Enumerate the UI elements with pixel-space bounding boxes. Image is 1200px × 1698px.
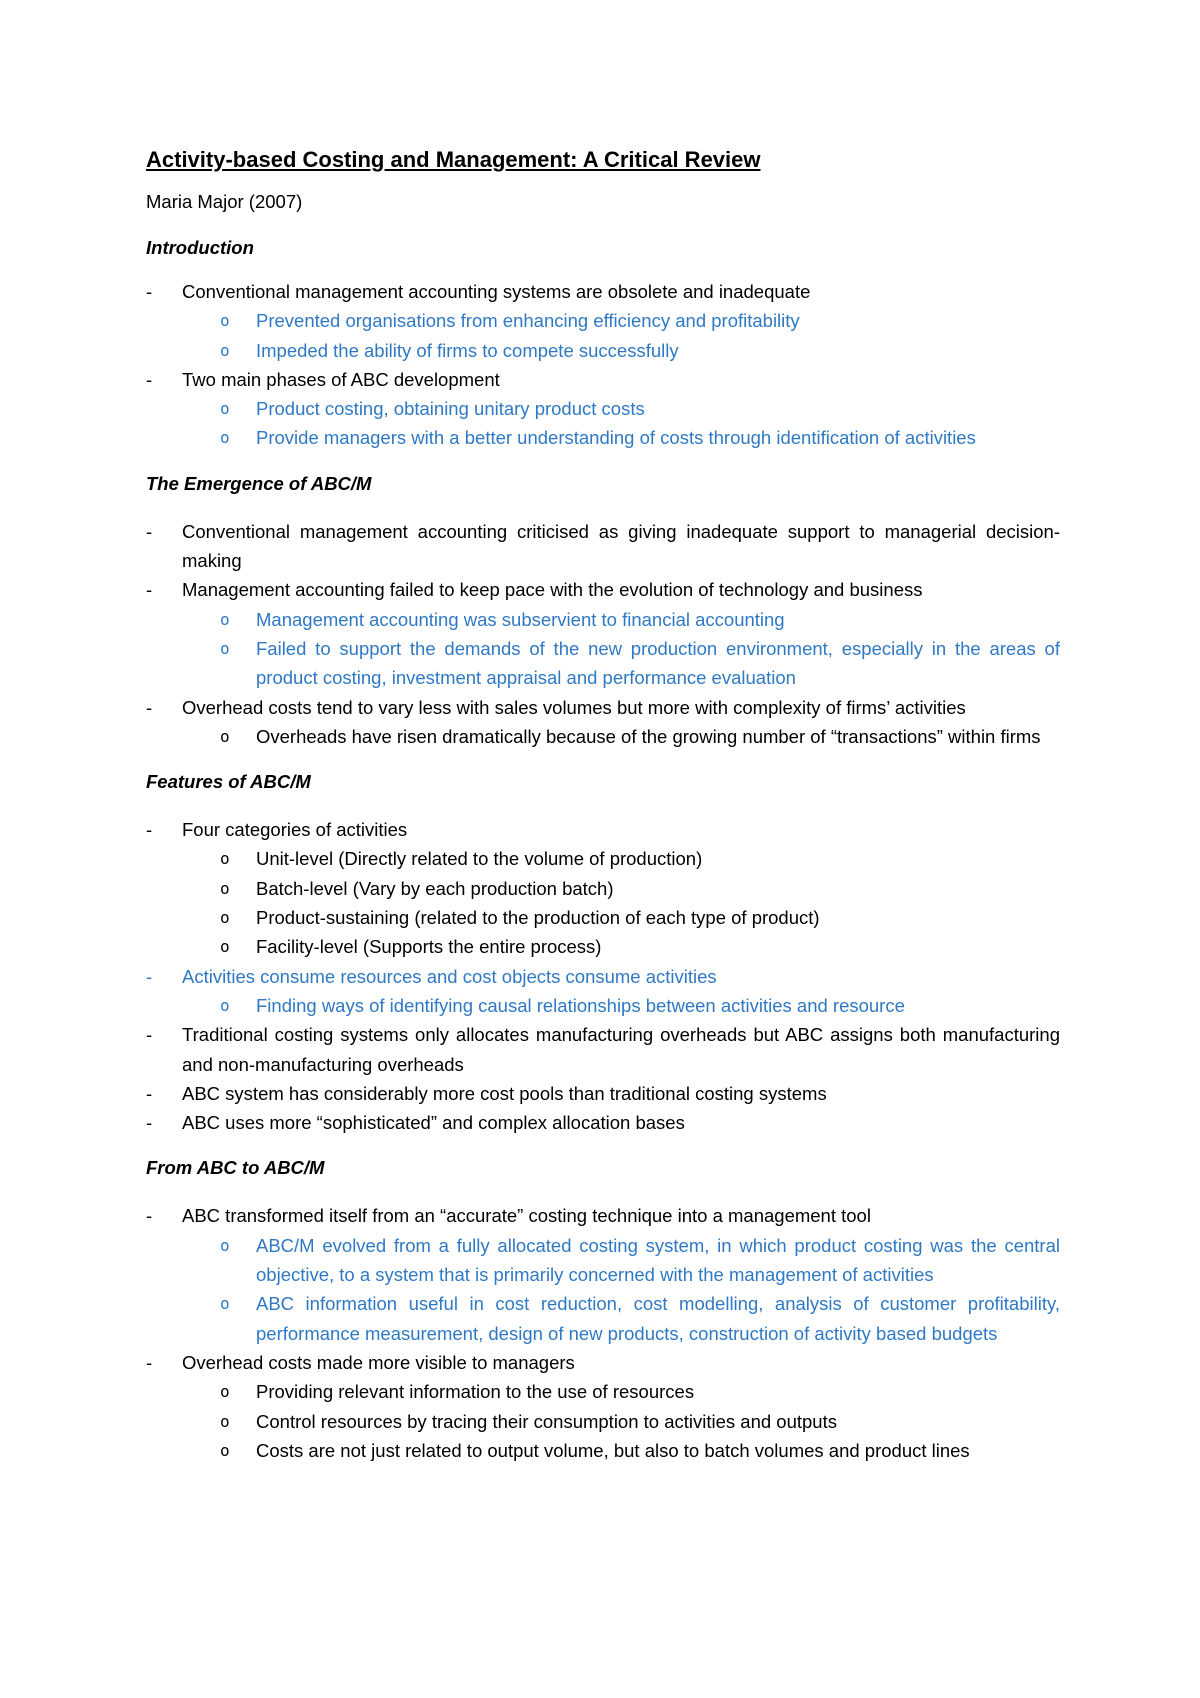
- circle-bullet-icon: o: [220, 937, 230, 957]
- section-heading: Introduction: [146, 237, 254, 258]
- bullet-text: Conventional management accounting criticised as giving inadequate support to managerial decision-making: [182, 520, 1060, 572]
- dash-bullet-icon: -: [146, 520, 153, 542]
- bullet-text: Batch-level (Vary by each production batch): [256, 877, 614, 899]
- document-page: [146, 145, 1060, 1483]
- sub-bullet-item: [146, 394, 1060, 423]
- section: [146, 1155, 1060, 1465]
- circle-bullet-icon: o: [220, 609, 230, 629]
- section-heading: From ABC to ABC/M: [146, 1157, 325, 1179]
- bullet-text: Costs are not just related to output volume, but also to batch volumes and product lines: [256, 1439, 970, 1461]
- circle-bullet-icon: o: [220, 1411, 230, 1431]
- dash-bullet-icon: -: [146, 1024, 153, 1046]
- bullet-text: ABC system has considerably more cost pools than traditional costing systems: [182, 1082, 827, 1104]
- bullet-text: Overhead costs made more visible to managers: [182, 1351, 575, 1373]
- bullet-text: ABC transformed itself from an “accurate” costing technique into a management tool: [182, 1205, 871, 1227]
- sub-bullet-item: [146, 1377, 1060, 1406]
- document-title: Activity-based Costing and Management: A Critical Review: [146, 147, 761, 172]
- circle-bullet-icon: o: [220, 1440, 230, 1460]
- circle-bullet-icon: o: [220, 1294, 230, 1314]
- dash-bullet-icon: -: [146, 965, 153, 987]
- bullet-item: [146, 693, 1060, 722]
- sub-bullet-item: [146, 903, 1060, 932]
- sub-bullet-item: [146, 1436, 1060, 1465]
- bullet-text: Failed to support the demands of the new production environment, especially in the areas of product costing, investment appraisal and performance evaluation: [256, 637, 1060, 689]
- bullet-text: Conventional management accounting systems are obsolete and inadequate: [182, 281, 811, 302]
- dash-bullet-icon: -: [146, 1082, 153, 1104]
- dash-bullet-icon: -: [146, 1205, 153, 1227]
- circle-bullet-icon: o: [220, 311, 230, 331]
- circle-bullet-icon: o: [220, 849, 230, 869]
- dash-bullet-icon: -: [146, 368, 153, 390]
- circle-bullet-icon: o: [220, 878, 230, 898]
- bullet-text: Activities consume resources and cost objects consume activities: [182, 965, 717, 987]
- sub-bullet-item: [146, 932, 1060, 961]
- sub-bullet-item: [146, 634, 1060, 693]
- bullet-text: Finding ways of identifying causal relationships between activities and resource: [256, 994, 905, 1016]
- sub-bullet-item: [146, 874, 1060, 903]
- bullet-text: ABC information useful in cost reduction, cost modelling, analysis of customer profitability, performance measurement, design of new products, construction of activity based budgets: [256, 1293, 1060, 1344]
- section-heading: The Emergence of ABC/M: [146, 472, 372, 494]
- circle-bullet-icon: o: [220, 1382, 230, 1402]
- bullet-item: [146, 1348, 1060, 1377]
- section: [146, 471, 1060, 751]
- bullet-text: Providing relevant information to the use of resources: [256, 1381, 695, 1403]
- circle-bullet-icon: o: [220, 638, 230, 658]
- circle-bullet-icon: o: [220, 428, 230, 448]
- bullet-text: Management accounting failed to keep pace with the evolution of technology and business: [182, 579, 923, 601]
- bullet-item: [146, 1020, 1060, 1079]
- circle-bullet-icon: o: [220, 908, 230, 928]
- sub-bullet-item: [146, 605, 1060, 634]
- bullet-text: Prevented organisations from enhancing efficiency and profitability: [256, 310, 800, 332]
- bullet-text: Four categories of activities: [182, 819, 408, 841]
- sub-bullet-item: [146, 844, 1060, 873]
- sub-bullet-item: [146, 1407, 1060, 1436]
- bullet-item: [146, 815, 1060, 844]
- sub-bullet-item: [146, 1289, 1060, 1348]
- dash-bullet-icon: -: [146, 281, 153, 302]
- circle-bullet-icon: o: [220, 340, 230, 360]
- document-author: Maria Major (2007): [146, 191, 303, 212]
- sub-bullet-item: [146, 991, 1060, 1020]
- dash-bullet-icon: -: [146, 1351, 153, 1373]
- bullet-text: Overheads have risen dramatically because of the growing number of “transactions” within firms: [256, 725, 1041, 747]
- bullet-item: [146, 1108, 1060, 1137]
- document-body: [146, 235, 1060, 1465]
- bullet-item: [146, 1201, 1060, 1230]
- circle-bullet-icon: o: [220, 995, 230, 1015]
- bullet-item: [146, 365, 1060, 394]
- sub-bullet-item: [146, 722, 1060, 751]
- circle-bullet-icon: o: [220, 726, 230, 746]
- sub-bullet-item: [146, 306, 1060, 335]
- bullet-text: Two main phases of ABC development: [182, 368, 500, 390]
- dash-bullet-icon: -: [146, 696, 153, 718]
- bullet-text: ABC uses more “sophisticated” and complex allocation bases: [182, 1112, 685, 1134]
- bullet-text: Traditional costing systems only allocates manufacturing overheads but ABC assigns both manufacturing and non-manufacturing overheads: [182, 1024, 1060, 1075]
- bullet-item: [146, 277, 1060, 306]
- section: [146, 235, 1060, 453]
- bullet-item: [146, 517, 1060, 576]
- bullet-text: Overhead costs tend to vary less with sales volumes but more with complexity of firms’ activities: [182, 696, 966, 718]
- dash-bullet-icon: -: [146, 819, 153, 841]
- sub-bullet-item: [146, 423, 1060, 452]
- circle-bullet-icon: o: [220, 399, 230, 419]
- bullet-text: Control resources by tracing their consumption to activities and outputs: [256, 1410, 837, 1432]
- bullet-text: Unit-level (Directly related to the volume of production): [256, 848, 703, 870]
- bullet-text: Facility-level (Supports the entire process): [256, 936, 602, 958]
- circle-bullet-icon: o: [220, 1235, 230, 1255]
- section: [146, 769, 1060, 1137]
- bullet-text: Provide managers with a better understanding of costs through identification of activities: [256, 427, 976, 449]
- bullet-text: Management accounting was subservient to financial accounting: [256, 608, 785, 630]
- bullet-text: Impeded the ability of firms to compete successfully: [256, 339, 679, 361]
- bullet-item: [146, 575, 1060, 604]
- bullet-item: [146, 1079, 1060, 1108]
- bullet-text: Product-sustaining (related to the production of each type of product): [256, 907, 820, 929]
- bullet-item: [146, 962, 1060, 991]
- bullet-text: Product costing, obtaining unitary product costs: [256, 398, 645, 420]
- bullet-text: ABC/M evolved from a fully allocated costing system, in which product costing was the central objective, to a system that is primarily concerned with the management of activities: [256, 1234, 1060, 1286]
- sub-bullet-item: [146, 336, 1060, 365]
- section-heading: Features of ABC/M: [146, 771, 311, 793]
- sub-bullet-item: [146, 1231, 1060, 1290]
- dash-bullet-icon: -: [146, 1112, 153, 1134]
- dash-bullet-icon: -: [146, 579, 153, 601]
